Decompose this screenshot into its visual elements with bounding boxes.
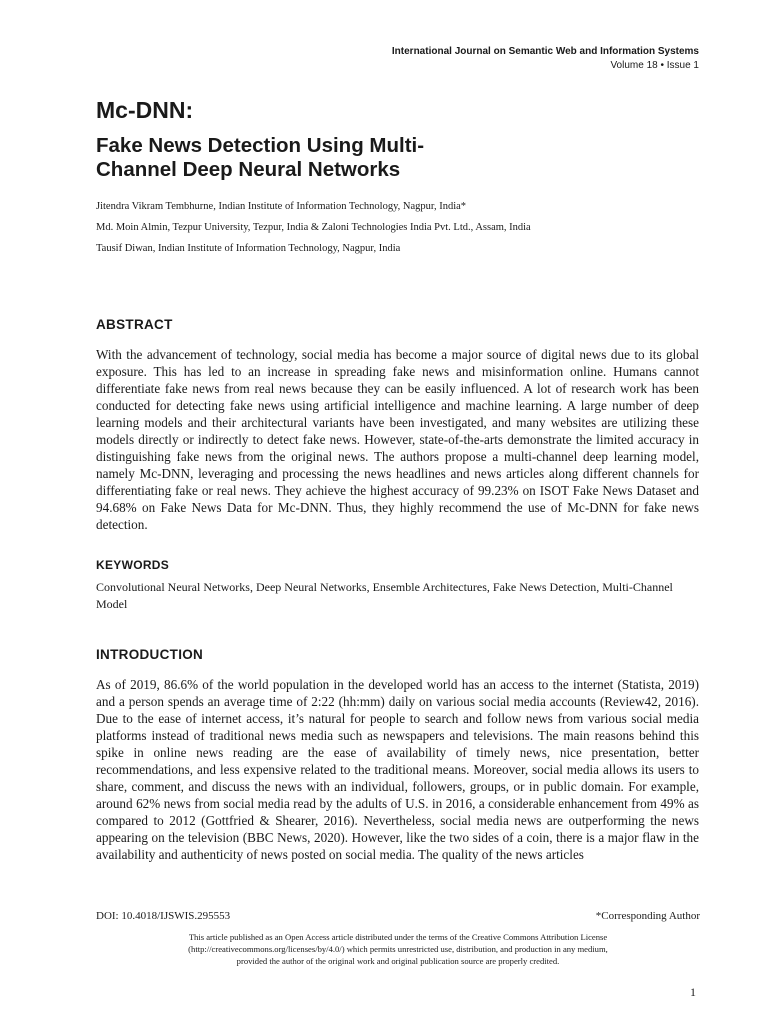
- doi-text: DOI: 10.4018/IJSWIS.295553: [96, 910, 231, 922]
- license-line-3: provided the author of the original work and original publication source are properly credited.: [236, 956, 560, 966]
- author-1: Jitendra Vikram Tembhurne, Indian Institute of Information Technology, Nagpur, India*: [96, 201, 467, 212]
- journal-name: International Journal on Semantic Web and Information Systems: [391, 46, 699, 57]
- subtitle-line-2: Channel Deep Neural Networks: [96, 158, 401, 181]
- author-2: Md. Moin Almin, Tezpur University, Tezpur, India & Zaloni Technologies India Pvt. Ltd., Assam, India: [96, 222, 531, 233]
- abstract-heading: ABSTRACT: [96, 317, 173, 332]
- author-list: [96, 196, 706, 259]
- title-block: [96, 96, 696, 182]
- volume-issue: Volume 18 • Issue 1: [610, 60, 699, 71]
- page-number: 1: [690, 985, 696, 999]
- license-line-2: (http://creativecommons.org/licenses/by/4.0/) which permits unrestricted use, distribution, and production in any medium,: [188, 944, 608, 954]
- introduction-heading: INTRODUCTION: [96, 647, 204, 662]
- subtitle-line-1: Fake News Detection Using Multi-: [96, 134, 425, 157]
- paper-title: Mc-DNN:: [96, 97, 194, 123]
- keywords-text: Convolutional Neural Networks, Deep Neural Networks, Ensemble Architectures, Fake News Detection, Multi-Channel Model: [96, 580, 673, 611]
- paper-subtitle: [96, 134, 696, 182]
- abstract-text: With the advancement of technology, social media has become a major source of digital news due to its global exposure. This has led to an increase in spreading fake news and misinformation online. Humans cannot differentiate fake news from real news because they can be easily influenced. A lot of research work has been conducted for detecting fake news using artificial intelligence and machine learning. A large number of deep learning models and their architectural variants have been investigated, and many websites are utilizing these models directly or indirectly to detect fake news. However, state-of-the-arts demonstrate the limited accuracy in distinguishing fake news from the original news. The authors propose a multi-channel deep learning model, namely Mc-DNN, leveraging and processing the news headlines and news articles along different channels for differentiating fake or real news. They achieve the highest accuracy of 99.23% on ISOT Fake News Dataset and 94.68% on Fake News Data for Mc-DNN. Thus, they highly recommend the use of Mc-DNN for fake news detection.: [96, 347, 699, 533]
- license-line-1: This article published as an Open Access article distributed under the terms of the Creative Commons Attribution License: [188, 932, 608, 942]
- introduction-text: As of 2019, 86.6% of the world population in the developed world has an access to the internet (Statista, 2019) and a person spends an average time of 2:22 (hh:mm) daily on various social media accounts (Review42, 2016). Due to the ease of internet access, it’s natural for people to search and follow news from various social media platforms instead of traditional news media such as newspapers and televisions. The main reasons behind this spike in online news reading are the ease of availability of timely news, nice presentation, better recommendations, and less expensive related to the traditional means. Moreover, social media allows its users to share, comment, and discuss the news with an individual, followers, groups, or in public domain. For example, around 62% news from social media read by the adults of U.S. in 2016, a considerable enhancement from 49% as compared to 2012 (Gottfried & Shearer, 2016). Nevertheless, social media news are outperforming the news appearing on the television (BBC News, 2020). However, like the two sides of a coin, there is a major flaw in the availability and authenticity of news posted on social media. The quality of the news articles: [96, 677, 699, 863]
- license-notice: [96, 931, 700, 967]
- keywords-heading: KEYWORDS: [96, 558, 170, 572]
- author-3: Tausif Diwan, Indian Institute of Information Technology, Nagpur, India: [96, 243, 401, 254]
- corresponding-author-note: *Corresponding Author: [595, 910, 700, 922]
- journal-header: [392, 45, 699, 73]
